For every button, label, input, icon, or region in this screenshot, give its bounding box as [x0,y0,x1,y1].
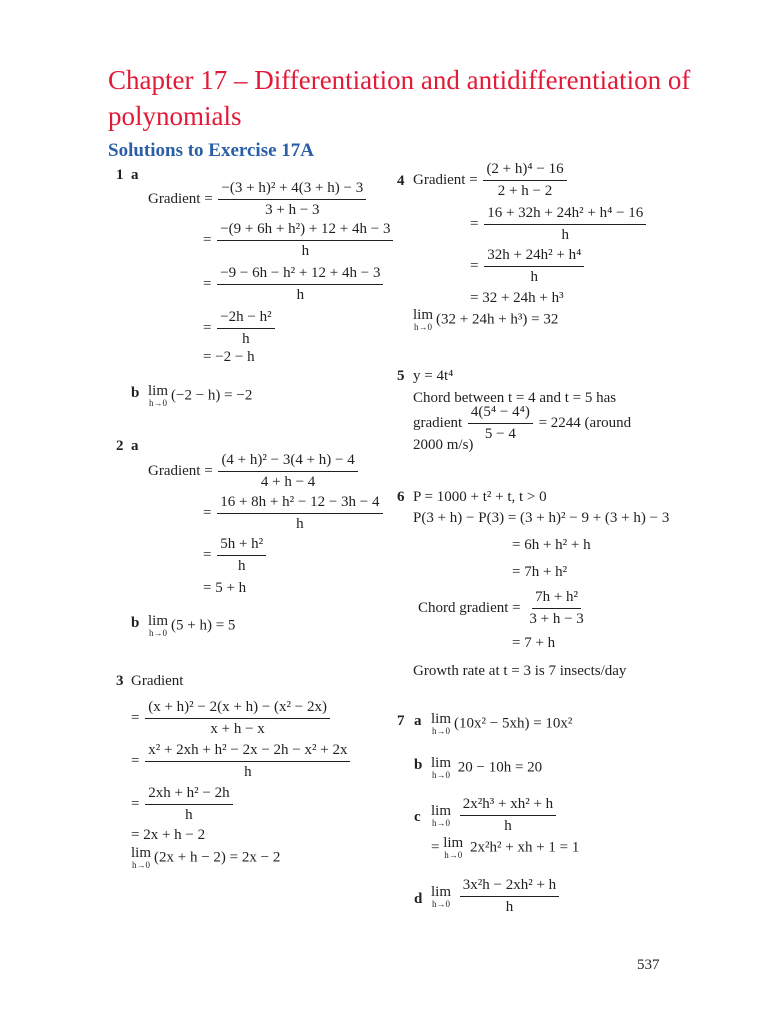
q4-line3: = $\frac{\text{32h + 24h² + h⁴}}{h}$ [470,247,586,286]
q7c-line2: = lim h→0 2x²h² + xh + 1 = 1 [431,835,580,860]
limit-symbol: lim h→0 [148,383,169,408]
q3-line2: = $\frac{\text{x² + 2xh + h² − 2x − 2h − x² + 2x}}{h}$ [131,742,352,781]
limit-symbol: lim h→0 [431,711,452,736]
q1-fraction-1: $\frac{\text{−(3 + h)² + 4(3 + h) − 3}}{3 + h - 3}$ [218,180,366,219]
q2a-label: a [131,438,139,454]
q7b-label: b [414,757,423,773]
q7a-label: a [414,713,422,729]
q1-line1 [148,180,368,219]
q1b-expression: lim h→0 (−2 − h) = −2 [148,383,253,408]
q7c-expression [431,796,558,835]
limit-symbol: lim h→0 [443,835,464,860]
q4-number: 4 [397,173,405,189]
q7-number: 7 [397,713,405,729]
limit-symbol: lim h→0 [131,845,152,870]
q1a-label: a [131,167,139,183]
q3-fraction-1: $\frac{\text{(x + h)² − 2(x + h) − (x² − 2x)}}{x + h - x}$ [145,699,330,738]
q4-line2: = $\frac{\text{16 + 32h + 24h² + h⁴ − 16}}{h}$ [470,205,648,244]
q4-result: = 32 + 24h + h³ [470,290,564,306]
q1-fraction-2: $\frac{\text{−(9 + 6h + h²) + 12 + 4h − 3}}{h}$ [217,221,393,260]
q3-line3: = $\frac{\text{2xh + h² − 2h}}{h}$ [131,785,235,824]
q5-line3: gradient $\frac{\text{4(5⁴ − 4⁴)}}{5 - 4}$ = 2244 (around [413,404,632,442]
q2-line3: = $\frac{\text{5h + h²}}{h}$ [203,536,268,575]
q5-line4: 2000 m/s) [413,437,474,453]
q4-gradient-label: Gradient = [413,171,478,188]
q2-line1 [148,452,360,491]
q3-limit: lim h→0 (2x + h − 2) = 2x − 2 [131,845,281,870]
q6-fraction: $\frac{\text{7h + h²}}{3 + h - 3}$ [529,589,584,627]
q3-fraction-3: $\frac{\text{2xh + h² − 2h}}{h}$ [145,785,232,824]
limit-symbol: lim h→0 [431,802,452,828]
q4-fraction-1: $\frac{\text{(2 + h)⁴ − 16}}{2 + h - 2}$ [483,161,566,200]
q3-label: Gradient [131,673,184,689]
q3-fraction-2: $\frac{\text{x² + 2xh + h² − 2x − 2h − x² + 2x}}{h}$ [145,742,350,781]
limit-symbol: lim h→0 [413,307,434,332]
q6-line2: P(3 + h) − P(3) = (3 + h)² − 9 + (3 + h) − 3 [413,510,670,526]
q6-line4: = 7h + h² [512,564,568,580]
q4-fraction-3: $\frac{\text{32h + 24h² + h⁴}}{h}$ [484,247,584,286]
q1b-label: b [131,385,140,401]
q5-equation: y = 4t⁴ [413,368,454,384]
q6-growth: Growth rate at t = 3 is 7 insects/day [413,663,627,679]
q2-line2: = $\frac{\text{16 + 8h + h² − 12 − 3h − 4}}{h}$ [203,494,385,533]
q2-fraction-3: $\frac{\text{5h + h²}}{h}$ [217,536,266,575]
q2-fraction-1: $\frac{\text{(4 + h)² − 3(4 + h) − 4}}{4 + h - 4}$ [218,452,357,491]
q2-result: = 5 + h [203,580,247,596]
q5-line2: Chord between t = 4 and t = 5 has [413,390,617,406]
q2-number: 2 [116,438,124,454]
q5-fraction: $\frac{\text{4(5⁴ − 4⁴)}}{5 - 4}$ [468,404,533,443]
q7a-expression: lim h→0 (10x² − 5xh) = 10x² [431,711,573,736]
q4-fraction-2: $\frac{\text{16 + 32h + 24h² + h⁴ − 16}}{h}$ [484,205,646,244]
q3-result: = 2x + h − 2 [131,827,206,843]
q7d-fraction: $\frac{\text{3x²h − 2xh² + h}}{h}$ [460,877,559,916]
q2b-label: b [131,615,140,631]
q6-line3: = 6h + h² + h [512,537,591,553]
q1-line2: = $\frac{\text{−(9 + 6h + h²) + 12 + 4h − 3}}{h}$ [203,221,395,260]
q1-line4: = $\frac{\text{−2h − h²}}{h}$ [203,309,277,348]
q2-fraction-2: $\frac{\text{16 + 8h + h² − 12 − 3h − 4}}{h}$ [217,494,382,533]
q4-line1 [413,161,569,200]
q1-fraction-4: $\frac{\text{−2h − h²}}{h}$ [217,309,274,348]
limit-symbol: lim h→0 [431,755,452,780]
chapter-title: Chapter 17 – Differentiation and antidifferentiation of polynomials [108,65,691,131]
q5-number: 5 [397,368,405,384]
q2b-expression: lim h→0 (5 + h) = 5 [148,613,236,638]
q7d-label: d [414,891,423,907]
q6-number: 6 [397,489,405,505]
q1-line3: = $\frac{\text{−9 − 6h − h² + 12 + 4h − 3}}{h}$ [203,265,385,304]
q1-result: = −2 − h [203,349,255,365]
q1-fraction-3: $\frac{\text{−9 − 6h − h² + 12 + 4h − 3}}{h}$ [217,265,383,304]
q7c-fraction: $\frac{\text{2x²h³ + xh² + h}}{h}$ [460,796,556,835]
q7d-expression [431,877,561,916]
q6-line6: = 7 + h [512,635,556,651]
q2-gradient-label: Gradient = [148,462,213,479]
q3-number: 3 [116,673,124,689]
limit-symbol: lim h→0 [148,613,169,638]
limit-symbol: lim h→0 [431,883,452,909]
q3-line1: = $\frac{\text{(x + h)² − 2(x + h) − (x² − 2x)}}{x + h - x}$ [131,699,332,738]
page-number: 537 [637,957,660,973]
q6-line5: Chord gradient = $\frac{\text{7h + h²}}{3 + h - 3}$ [418,589,589,628]
section-heading: Solutions to Exercise 17A [108,140,315,161]
q1-number: 1 [116,167,124,183]
q7c-label: c [414,809,421,825]
q4-limit: lim h→0 (32 + 24h + h³) = 32 [413,307,559,332]
q1-gradient-label: Gradient = [148,190,213,207]
q7b-expression: lim h→0 20 − 10h = 20 [431,755,543,780]
q6-equation: P = 1000 + t² + t, t > 0 [413,489,547,505]
